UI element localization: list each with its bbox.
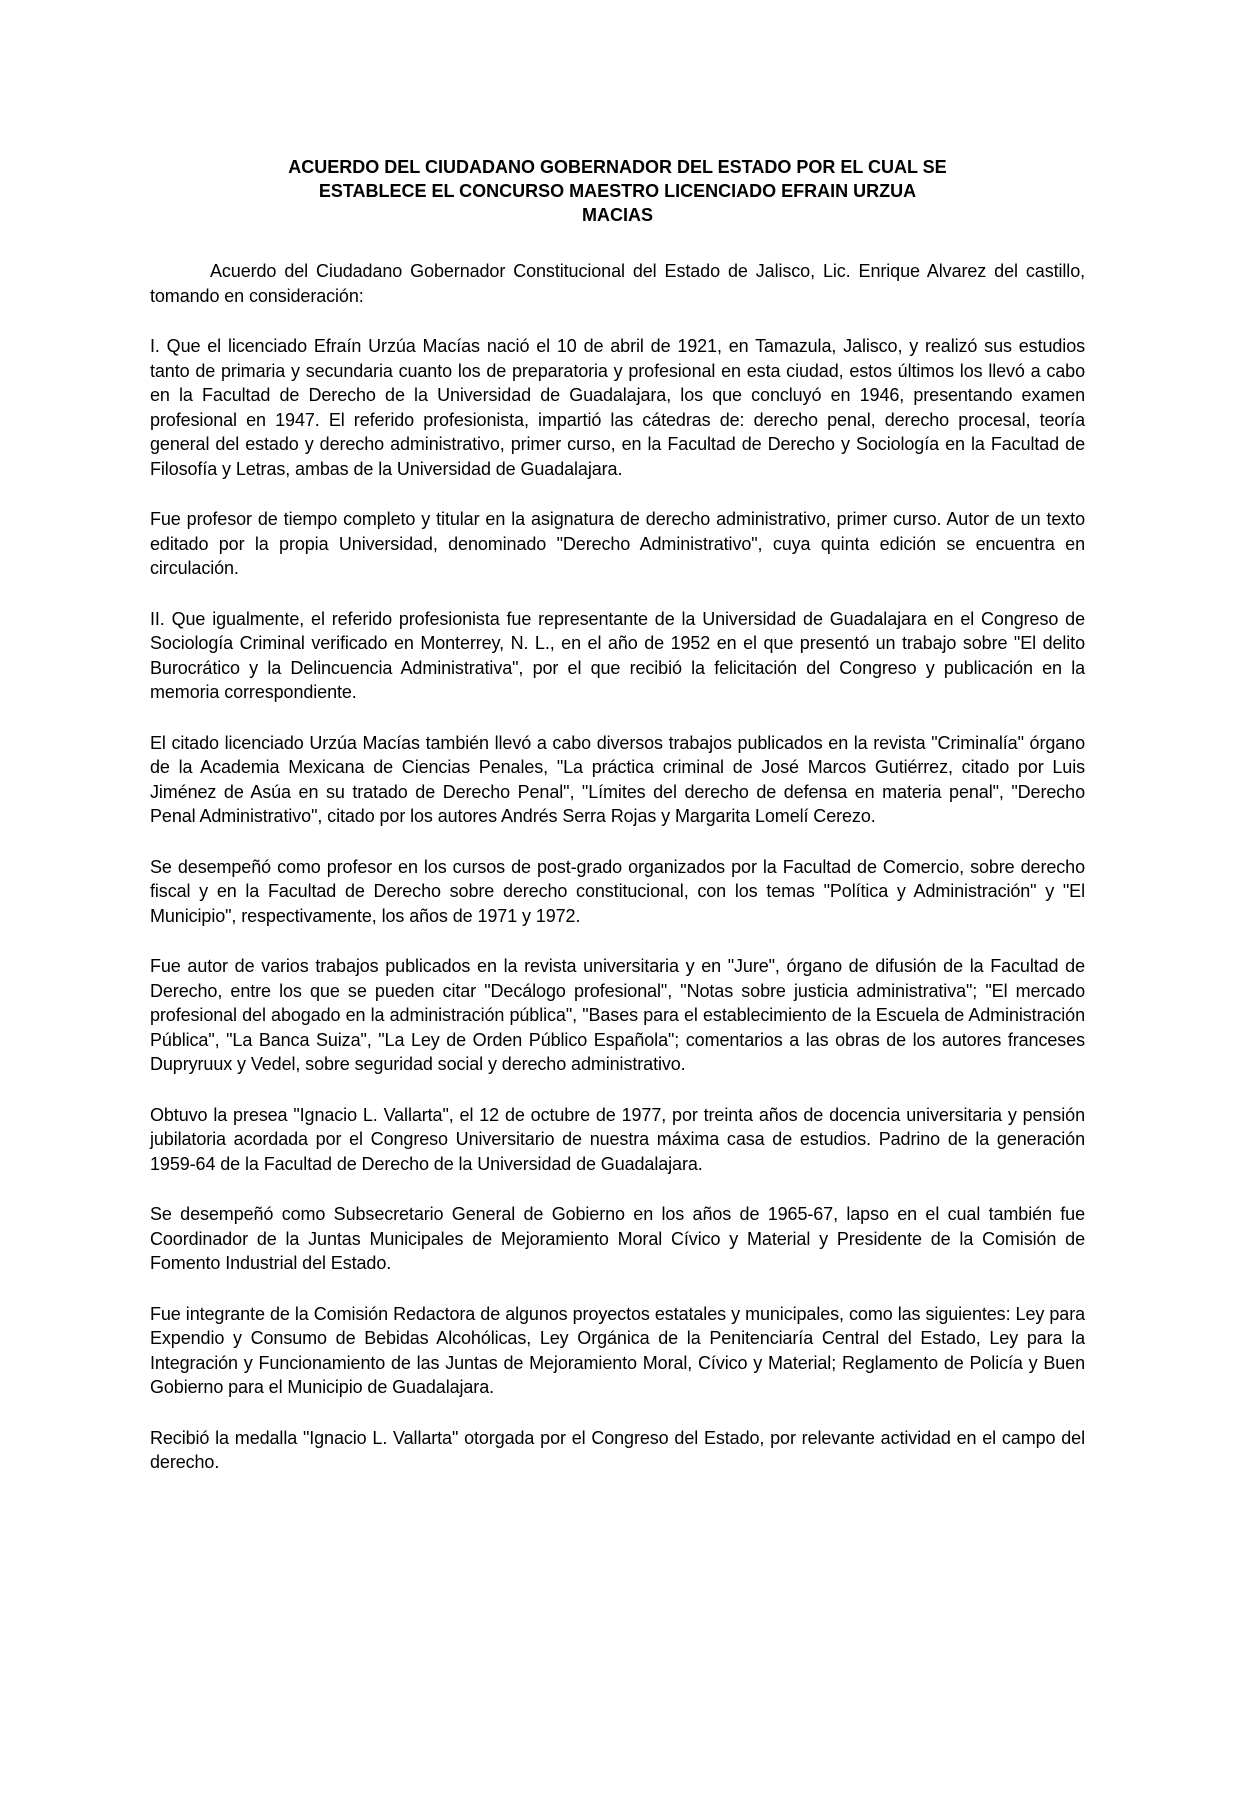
document-title xyxy=(150,155,1085,227)
paragraph-postgrado: Se desempeñó como profesor en los cursos de post-grado organizados por la Facultad de Comercio, sobre derecho fiscal y en la Facultad de Derecho sobre derecho constitucional, con los temas "Política y Administración" y "El Municipio", respectivamente, los años de 1971 y 1972. xyxy=(150,856,1085,926)
intro-paragraph: Acuerdo del Ciudadano Gobernador Constitucional del Estado de Jalisco, Lic. Enrique Alvarez del castillo, tomando en consideración: xyxy=(150,261,1085,306)
paragraph-presea: Obtuvo la presea "Ignacio L. Vallarta", el 12 de octubre de 1977, por treinta años de docencia universitaria y pensión jubilatoria acordada por el Congreso Universitario de nuestra máxima casa de estudios. Padrino de la generación 1959-64 de la Facultad de Derecho de la Universidad de Guadalajara. xyxy=(150,1104,1085,1174)
paragraph-professor: Fue profesor de tiempo completo y titular en la asignatura de derecho administrativo, primer curso. Autor de un texto editado por la propia Universidad, denominado "Derecho Administrativo", cuya quinta edición se encuentra en circulación. xyxy=(150,509,1085,578)
paragraph-subsecretario: Se desempeñó como Subsecretario General de Gobierno en los años de 1965-67, lapso en el cual también fue Coordinador de la Juntas Municipales de Mejoramiento Moral Cívico y Material y Presidente de la Comisión de Fomento Industrial del Estado. xyxy=(150,1204,1085,1273)
document-page xyxy=(150,155,1085,1501)
title-line: MACIAS xyxy=(582,205,653,225)
paragraph-representative: II. Que igualmente, el referido profesionista fue representante de la Universidad de Guadalajara en el Congreso de Sociología Criminal verificado en Monterrey, N. L., en el año de 1952 en el que presentó un trabajo sobre "El delito Burocrático y la Delincuencia Administrativa", por el que recibió la felicitación del Congreso y publicación en la memoria correspondiente. xyxy=(150,608,1085,702)
paragraph-medalla: Recibió la medalla "Ignacio L. Vallarta" otorgada por el Congreso del Estado, por relevante actividad en el campo del derecho. xyxy=(150,1427,1085,1472)
title-line: ACUERDO DEL CIUDADANO GOBERNADOR DEL ESTADO POR EL CUAL SE xyxy=(288,157,947,177)
title-line: ESTABLECE EL CONCURSO MAESTRO LICENCIADO EFRAIN URZUA xyxy=(318,181,917,201)
paragraph-comision-redactora: Fue integrante de la Comisión Redactora de algunos proyectos estatales y municipales, como las siguientes: Ley para Expendio y Consumo de Bebidas Alcohólicas, Ley Orgánica de la Penitenciaría Central del Estado, Ley para la Integración y Funcionamiento de las Juntas de Mejoramiento Moral, Cívico y Material; Reglamento de Policía y Buen Gobierno para el Municipio de Guadalajara. xyxy=(150,1303,1085,1397)
paragraph-birth-and-education: I. Que el licenciado Efraín Urzúa Macías nació el 10 de abril de 1921, en Tamazula, Jalisco, y realizó sus estudios tanto de primaria y secundaria cuanto los de preparatoria y profesional en esta ciudad, estos últimos los llevó a cabo en la Facultad de Derecho de la Universidad de Guadalajara, los que concluyó en 1946, presentando examen profesional en 1947. El referido profesionista, impartió las cátedras de: derecho penal, derecho procesal, teoría general del estado y derecho administrativo, primer curso, en la Facultad de Derecho y Sociología en la Facultad de Filosofía y Letras, ambas de la Universidad de Guadalajara. xyxy=(150,336,1085,479)
paragraph-jure-publications: Fue autor de varios trabajos publicados en la revista universitaria y en "Jure", órgano de difusión de la Facultad de Derecho, entre los que se pueden citar "Decálogo profesional", "Notas sobre justicia administrativa"; "El mercado profesional del abogado en la administración pública", "Bases para el establecimiento de la Escuela de Administración Pública", "La Banca Suiza", "La Ley de Orden Público Española"; comentarios a las obras de los autores franceses Dupryruux y Vedel, sobre seguridad social y derecho administrativo. xyxy=(150,956,1085,1074)
paragraph-publications-criminalia: El citado licenciado Urzúa Macías también llevó a cabo diversos trabajos publicados en la revista "Criminalía" órgano de la Academia Mexicana de Ciencias Penales, "La práctica criminal de José Marcos Gutiérrez, citado por Luis Jiménez de Asúa en su tratado de Derecho Penal", "Límites del derecho de defensa en materia penal", "Derecho Penal Administrativo", citado por los autores Andrés Serra Rojas y Margarita Lomelí Cerezo. xyxy=(150,732,1085,826)
